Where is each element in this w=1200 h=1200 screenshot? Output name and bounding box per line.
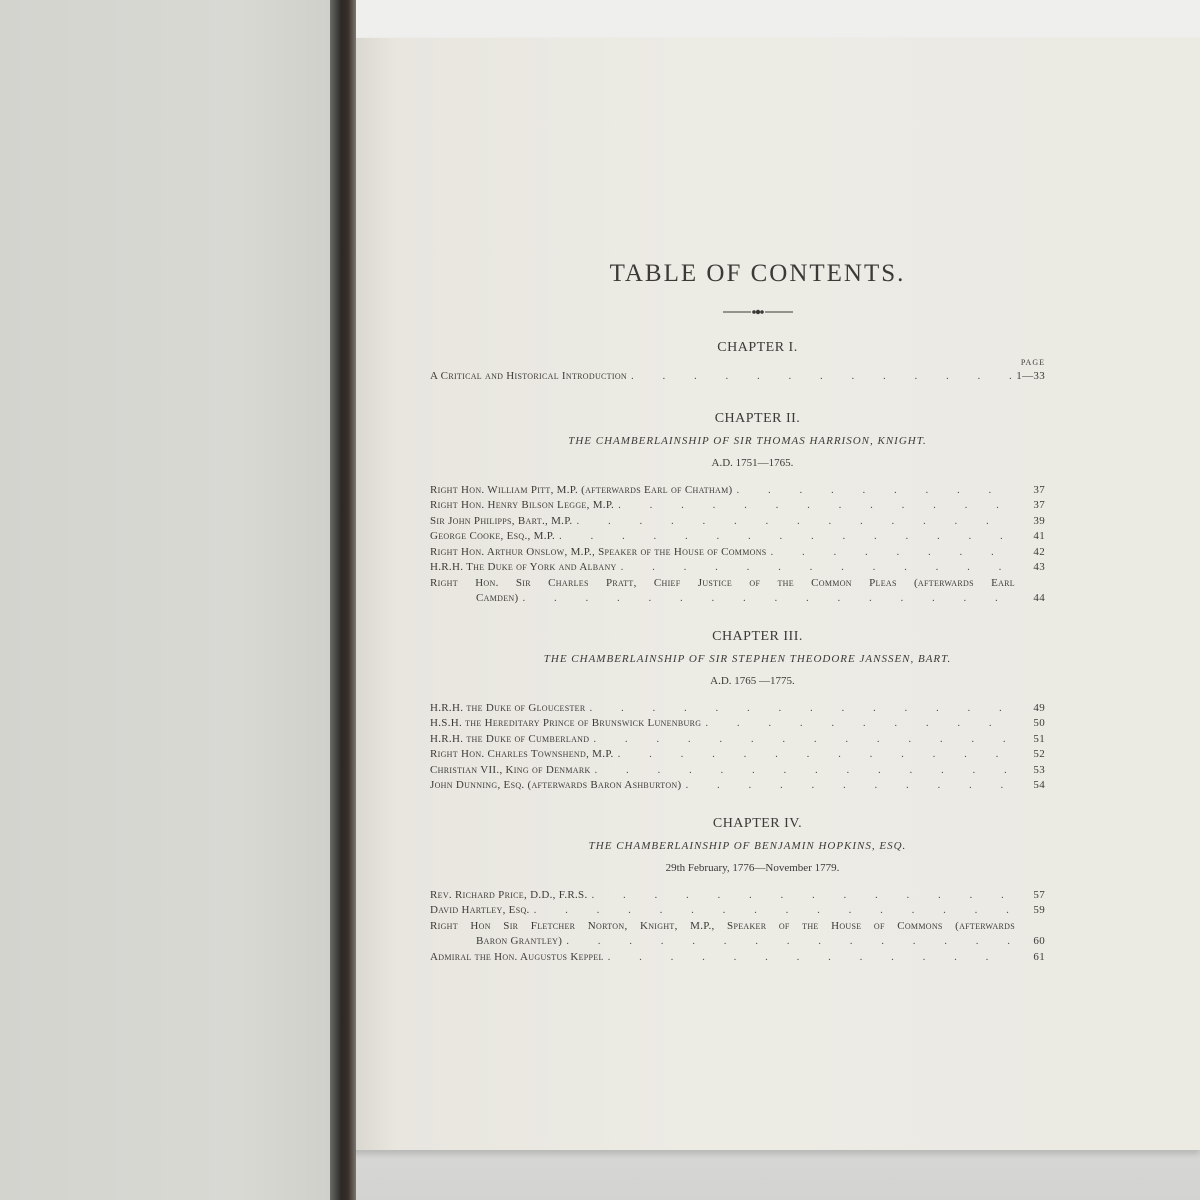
page-column-label: PAGE <box>1020 358 1045 367</box>
entry-label: George Cooke, Esq., M.P. <box>430 530 555 542</box>
page-title: TABLE OF CONTENTS. <box>609 260 906 287</box>
dot-leader <box>593 732 1011 748</box>
entry-label: Right Hon. William Pitt, M.P. (afterwards Earl of Chatham) <box>430 483 733 496</box>
entry-page: 51 <box>1033 732 1045 745</box>
entry-page: 59 <box>1033 904 1045 916</box>
dot-leader <box>534 903 1011 919</box>
entry-label: A Critical and Historical Introduction <box>430 370 627 382</box>
toc-entry[interactable] <box>430 950 1045 966</box>
chapter-heading: CHAPTER I. <box>717 340 798 355</box>
toc-entry[interactable] <box>430 514 1045 530</box>
entry-label: Sir John Philipps, Bart., M.P. <box>430 514 573 527</box>
entry-label: John Dunning, Esq. (afterwards Baron Ashburton) <box>430 779 682 791</box>
chapter-subtitle: THE CHAMBERLAINSHIP OF SIR STEPHEN THEODORE JANSSEN, BART. <box>543 652 952 665</box>
toc-entry[interactable] <box>430 369 1045 385</box>
dot-leader <box>631 369 1011 385</box>
dot-leader <box>685 778 1011 794</box>
chapter-subtitle: THE CHAMBERLAINSHIP OF BENJAMIN HOPKINS, ESQ. <box>588 839 907 852</box>
entry-label: Right Hon. Henry Bilson Legge, M.P. <box>430 499 615 511</box>
dot-leader <box>592 888 1011 904</box>
toc-entry[interactable] <box>430 716 1045 732</box>
entry-page: 57 <box>1033 888 1045 901</box>
dot-leader <box>618 498 1011 514</box>
toc-entry[interactable] <box>430 732 1045 748</box>
entry-page: 39 <box>1033 514 1045 527</box>
chapter-date: A.D. 1751—1765. <box>711 456 794 469</box>
entry-label: David Hartley, Esq. <box>430 904 530 916</box>
entry-label: H.R.H. The Duke of York and Albany <box>430 561 617 573</box>
chapter-2 <box>430 411 1045 607</box>
table-of-contents <box>430 260 1045 987</box>
ornament-divider-icon <box>723 308 793 316</box>
chapter-date: 29th February, 1776—November 1779. <box>665 861 840 874</box>
chapter-1 <box>430 340 1045 385</box>
dot-leader <box>736 483 1011 499</box>
chapter-heading: CHAPTER III. <box>712 628 803 644</box>
entry-continuation <box>430 934 1045 950</box>
entry-label: Christian VII., King of Denmark <box>430 763 591 776</box>
toc-entry[interactable] <box>430 545 1045 561</box>
entry-page: 60 <box>1033 935 1045 947</box>
chapter-3 <box>430 629 1045 794</box>
chapter-date: A.D. 1765 —1775. <box>710 674 795 687</box>
toc-entry[interactable] <box>430 701 1045 717</box>
dot-leader <box>771 545 1011 561</box>
chapter-4 <box>430 816 1045 966</box>
dot-leader <box>705 716 1011 732</box>
entry-label: H.R.H. the Duke of Gloucester <box>430 701 586 714</box>
toc-entry[interactable] <box>430 763 1045 779</box>
dot-leader <box>621 560 1011 576</box>
book-spine <box>330 0 356 1200</box>
entry-page: 41 <box>1033 530 1045 542</box>
entry-label-continued: Camden) <box>476 592 519 604</box>
entry-label: H.R.H. the Duke of Cumberland <box>430 732 590 745</box>
toc-entry[interactable] <box>430 576 1045 607</box>
toc-entry[interactable] <box>430 919 1045 950</box>
entry-page: 54 <box>1033 779 1045 791</box>
entry-page: 44 <box>1033 592 1045 604</box>
entry-page: 1—33 <box>1016 370 1045 382</box>
entry-page: 50 <box>1033 717 1045 729</box>
dot-leader <box>566 934 1011 950</box>
toc-entry[interactable] <box>430 888 1045 904</box>
chapter-subtitle: THE CHAMBERLAINSHIP OF SIR THOMAS HARRISON, KNIGHT. <box>568 434 927 447</box>
entry-label: H.S.H. the Hereditary Prince of Brunswick Lunenburg <box>430 717 702 729</box>
entry-page: 43 <box>1033 561 1045 573</box>
entry-label: Rev. Richard Price, D.D., F.R.S. <box>430 888 588 901</box>
entry-page: 61 <box>1033 950 1045 963</box>
toc-entry[interactable] <box>430 498 1045 514</box>
entry-page: 42 <box>1033 545 1045 558</box>
dot-leader <box>559 529 1011 545</box>
entry-page: 37 <box>1033 499 1045 511</box>
entry-label-continued: Baron Grantley) <box>476 935 563 947</box>
entry-page: 49 <box>1033 701 1045 714</box>
toc-entry[interactable] <box>430 747 1045 763</box>
left-blank-page <box>0 0 340 1200</box>
dot-leader <box>590 701 1011 717</box>
dot-leader <box>608 950 1011 966</box>
entry-label: Right Hon Sir Fletcher Norton, Knight, M.P., Speaker of the House of Commons (afterwards <box>430 919 1015 932</box>
dot-leader <box>522 591 1011 607</box>
chapter-heading: CHAPTER II. <box>714 410 801 426</box>
entry-label: Right Hon. Charles Townshend, M.P. <box>430 748 614 760</box>
entry-page: 37 <box>1033 483 1045 496</box>
dot-leader <box>618 747 1011 763</box>
entry-page: 52 <box>1033 748 1045 760</box>
entry-page: 53 <box>1033 763 1045 776</box>
toc-entry[interactable] <box>430 778 1045 794</box>
toc-entry[interactable] <box>430 560 1045 576</box>
toc-entry[interactable] <box>430 529 1045 545</box>
dot-leader <box>576 514 1011 530</box>
entry-label: Admiral the Hon. Augustus Keppel <box>430 950 604 963</box>
toc-entry[interactable] <box>430 903 1045 919</box>
entry-label: Right Hon. Arthur Onslow, M.P., Speaker of the House of Commons <box>430 545 767 558</box>
dot-leader <box>595 763 1011 779</box>
chapter-heading: CHAPTER IV. <box>712 815 803 831</box>
toc-entry[interactable] <box>430 483 1045 499</box>
entry-continuation <box>430 591 1045 607</box>
entry-label: Right Hon. Sir Charles Pratt, Chief Justice of the Common Pleas (afterwards Earl <box>430 576 1015 589</box>
